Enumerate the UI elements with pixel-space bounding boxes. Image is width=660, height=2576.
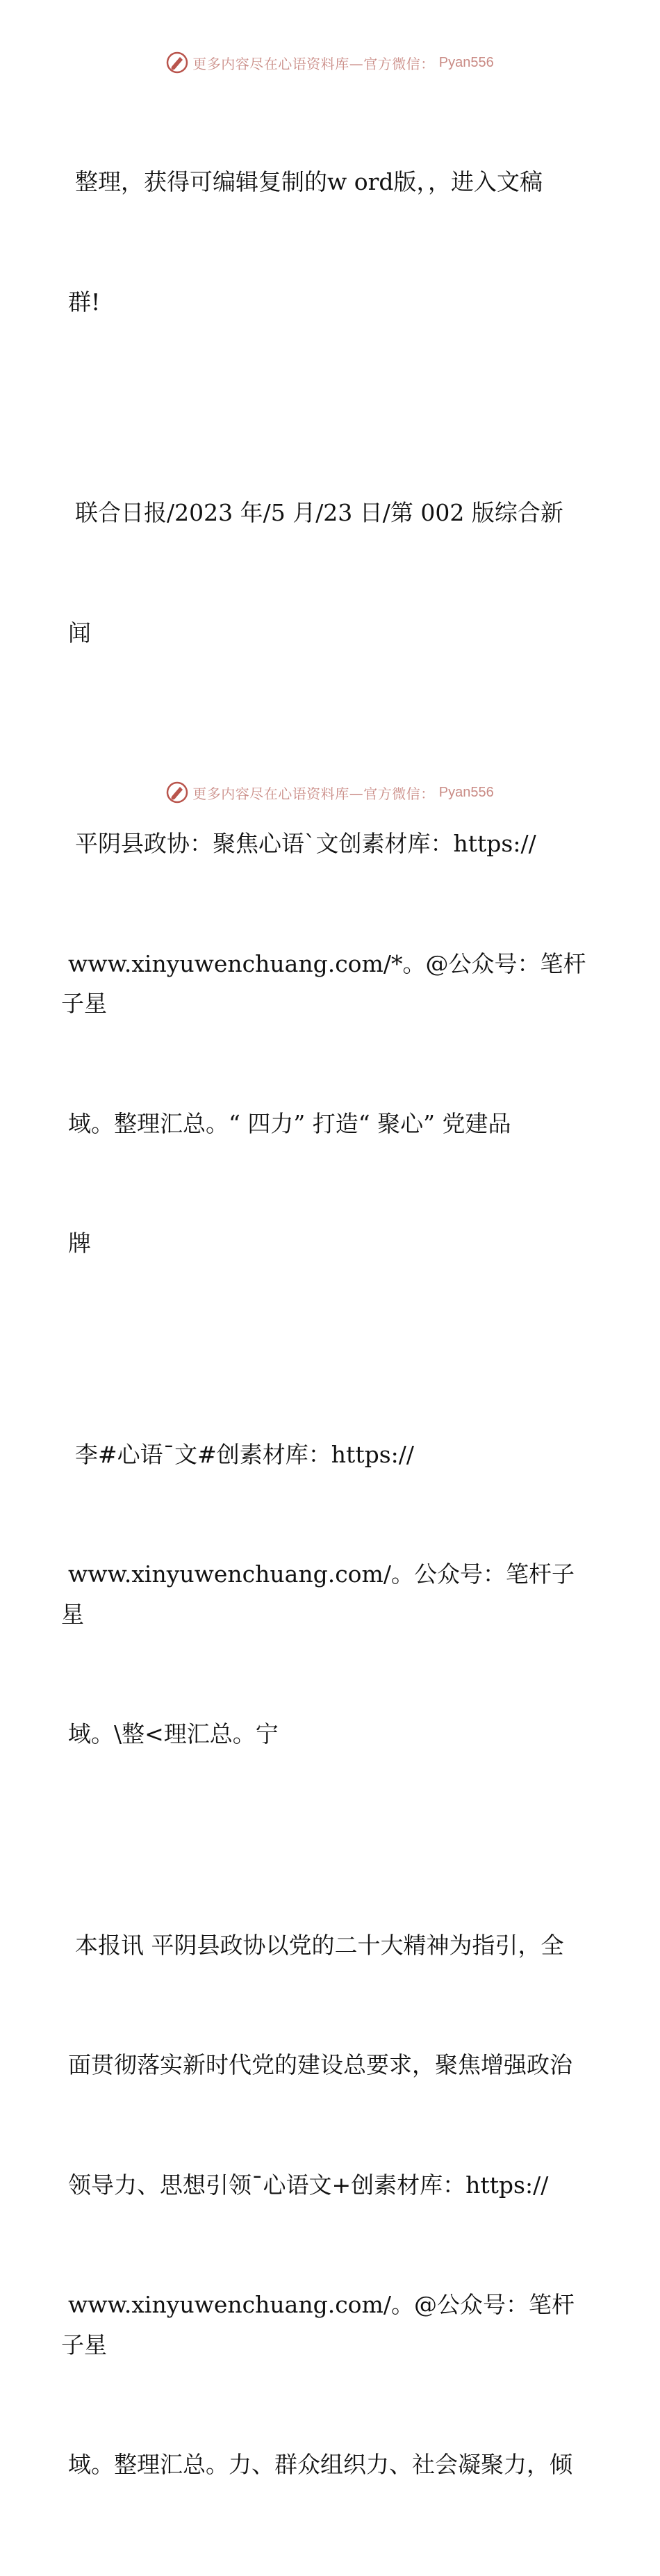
- logo-icon: [166, 781, 188, 804]
- paragraph: [61, 1845, 596, 2565]
- paragraph: [68, 82, 596, 402]
- footer-watermark: [0, 778, 660, 806]
- paragraph: [61, 744, 596, 1344]
- text-line: 本报讯 平阴县政协以党的二十大精神为指引，全: [75, 1931, 564, 1959]
- text-line: 闻: [68, 619, 91, 646]
- text-line: 联合日报/2023 年/5 月/23 日/第 002 版综合新: [75, 499, 563, 526]
- header-watermark: [0, 49, 660, 76]
- watermark-text: 更多内容尽在心语资料库—官方微信：: [192, 55, 435, 72]
- text-line: www.xinyuwenchuang.com/。@公众号：笔杆子星: [61, 2291, 575, 2358]
- watermark-wechat-id: Pyan556: [438, 784, 494, 800]
- text-line: 群!: [68, 288, 101, 316]
- text-line: 牌: [68, 1230, 91, 1257]
- document-body: [61, 82, 596, 2576]
- text-line: www.xinyuwenchuang.com/*。@公众号：笔杆子星: [61, 949, 586, 1017]
- paragraph: [68, 413, 596, 733]
- text-line: www.xinyuwenchuang.com/。公众号：笔杆子星: [61, 1560, 575, 1628]
- watermark-text: 更多内容尽在心语资料库—官方微信：: [192, 785, 435, 802]
- text-line: 平阴县政协：聚焦心语`文创素材库：https://: [75, 830, 536, 857]
- text-line: 域。整理汇总。“ 四力” 打造“ 聚心” 党建品: [68, 1109, 511, 1137]
- text-line: 领导力、思想引领¯心语文+创素材库：https://: [68, 2171, 549, 2199]
- text-line: 域。整理汇总。力、群众组织力、社会凝聚力，倾: [68, 2451, 572, 2478]
- watermark-wechat-id: Pyan556: [438, 54, 494, 70]
- text-line: 域。\整<理汇总。宁: [68, 1720, 279, 1747]
- paragraph: [61, 1355, 596, 1834]
- logo-icon: [166, 51, 188, 74]
- text-line: 李#心语¯文#创素材库：https://: [75, 1440, 414, 1468]
- text-line: 整理，获得可编辑复制的w ord版，，进入文稿: [75, 168, 543, 195]
- text-line: 面贯彻落实新时代党的建设总要求，聚焦增强政治: [68, 2051, 572, 2078]
